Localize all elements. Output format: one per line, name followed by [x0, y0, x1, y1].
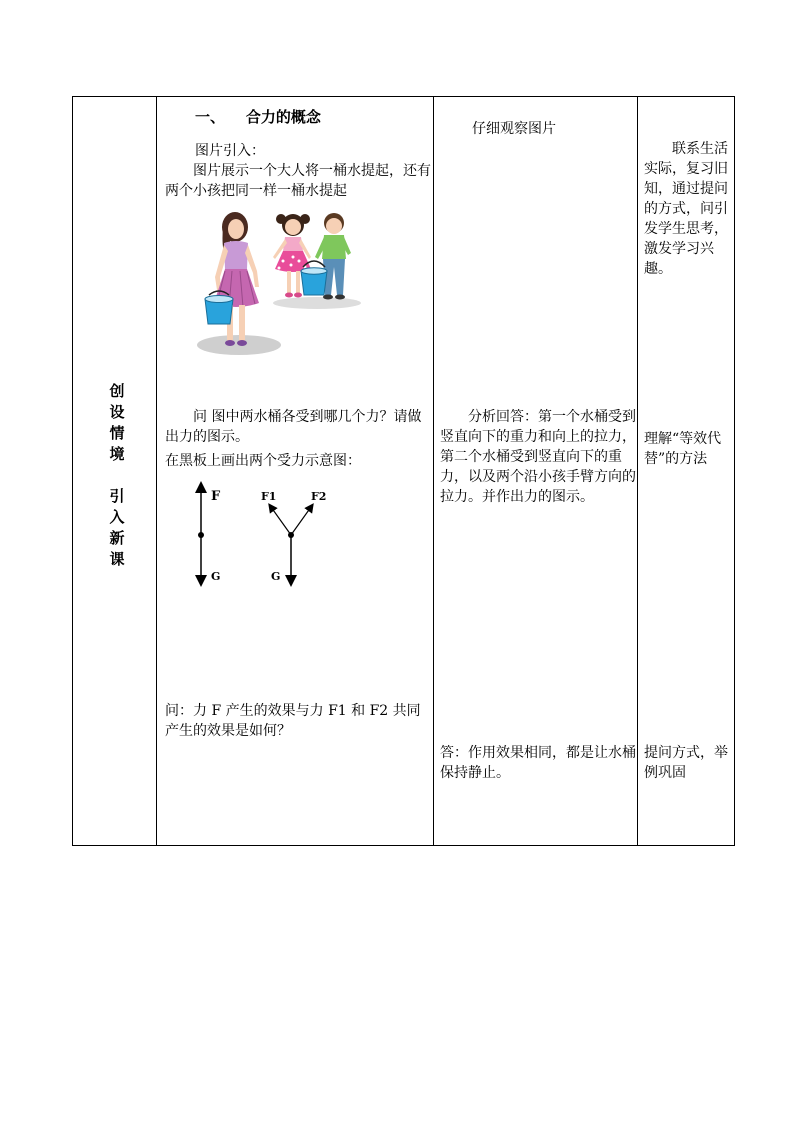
- intent-3: 提问方式，举例巩固: [644, 745, 728, 781]
- application-point: [288, 532, 294, 538]
- stage-char: 引: [109, 487, 125, 505]
- intent-1: 联系生活实际，复习旧知，通过提问的方式，问引发学生思考，激发学习兴趣。: [644, 141, 728, 277]
- observe-text: 仔细观察图片: [472, 121, 556, 137]
- analysis-answer: 分析回答：第一个水桶受到竖直向下的重力和向上的拉力，第二个水桶受到竖直向下的重力，以及两个沿小孩手臂方向的拉力。并作出力的图示。: [440, 409, 636, 505]
- stage-label: [107, 381, 127, 570]
- pic-description: 图片展示一个大人将一桶水提起，还有两个小孩把同一样一桶水提起: [165, 163, 431, 199]
- section-heading: 一、 合力的概念: [195, 108, 321, 126]
- force-arrow-F1: [271, 507, 291, 535]
- stage-char: 入: [109, 508, 125, 526]
- pic-intro: 图片引入：: [195, 143, 265, 159]
- stage-cell: [73, 97, 157, 846]
- stage-char: 创: [109, 382, 125, 400]
- label-F2: F2: [311, 490, 327, 503]
- label-G1: G: [211, 570, 221, 583]
- label-F: F: [211, 489, 221, 504]
- stage-char: 情: [109, 424, 125, 442]
- teacher-cell: [157, 97, 434, 846]
- intent-2: 理解“等效代替”的方法: [644, 431, 722, 467]
- stage-char: 课: [109, 550, 125, 568]
- question-effect: 问：力 F 产生的效果与力 F1 和 F2 共同产生的效果是如何？: [165, 703, 421, 739]
- stage-char: 境: [109, 445, 125, 463]
- stage-char: 新: [109, 529, 125, 547]
- question-forces: 问 图中两水桶各受到哪几个力？请做出力的图示。: [165, 409, 422, 445]
- blackboard-instruction: 在黑板上画出两个受力示意图：: [165, 453, 361, 469]
- application-point: [198, 532, 204, 538]
- intent-cell: [638, 97, 735, 846]
- lesson-table: [72, 96, 735, 846]
- illustration-people-buckets: [197, 207, 367, 357]
- stage-char: 设: [109, 403, 125, 421]
- force-diagram-two: [261, 497, 321, 589]
- effect-answer: 答：作用效果相同，都是让水桶保持静止。: [440, 745, 636, 781]
- label-G2: G: [271, 570, 281, 583]
- label-F1: F1: [261, 490, 277, 503]
- force-arrow-F2: [291, 507, 311, 535]
- stage-gap: [107, 465, 127, 486]
- student-cell: [434, 97, 638, 846]
